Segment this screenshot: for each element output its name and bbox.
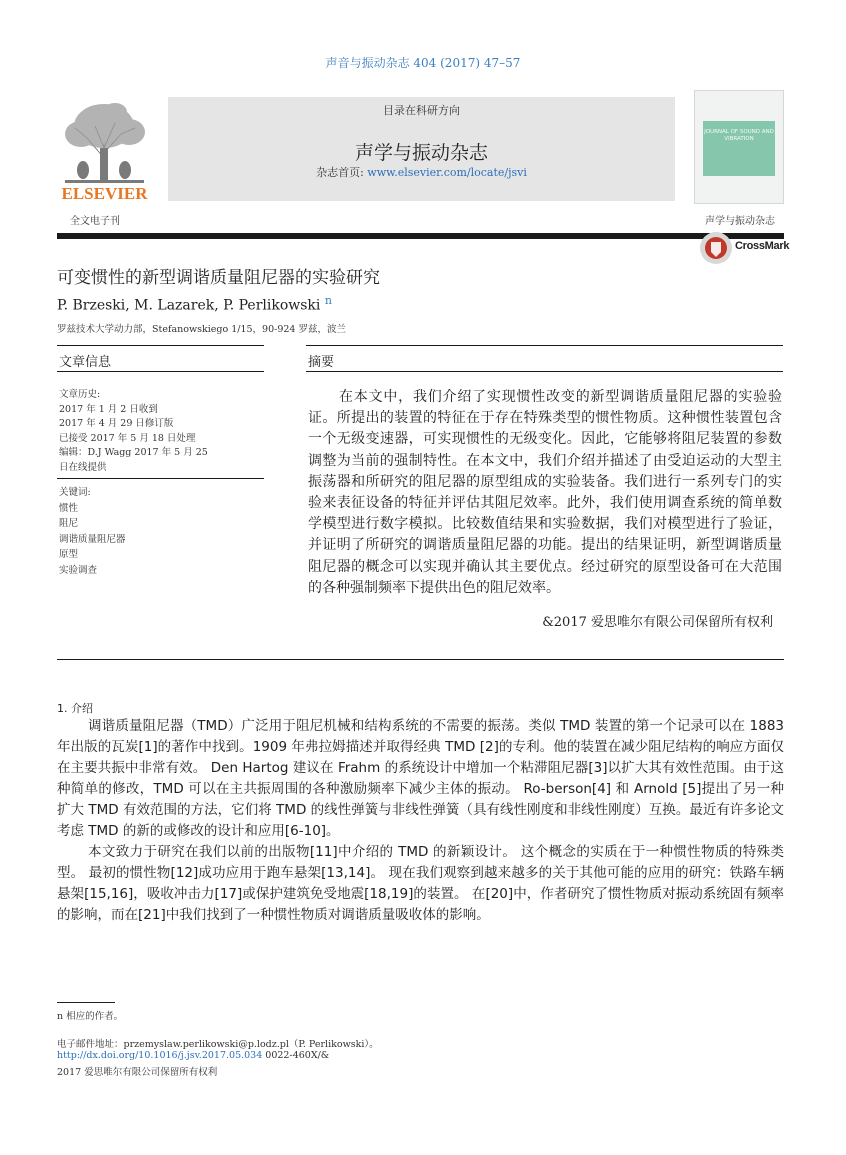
history-item: 已接受 2017 年 5 月 18 日处理 <box>59 432 196 444</box>
article-info-heading: 文章信息 <box>59 355 112 370</box>
keywords-block <box>59 485 126 578</box>
abstract-end-rule <box>57 659 784 660</box>
footnote-doi-line <box>57 1050 329 1061</box>
keywords-rule <box>57 478 264 479</box>
keyword: 实验调查 <box>59 564 98 576</box>
keywords-label: 关键词: <box>59 487 91 498</box>
abstract-bottom-rule <box>306 371 783 372</box>
history-item: 日在线提供 <box>59 461 107 473</box>
keyword: 惯性 <box>59 502 79 514</box>
journal-cover <box>694 90 784 204</box>
footnote-rule <box>57 1002 115 1003</box>
journal-title: 声学与振动杂志 <box>354 142 488 164</box>
doi-link[interactable]: http://dx.doi.org/10.1016/j.jsv.2017.05.034 <box>57 1050 263 1061</box>
paper-title: 可变惯性的新型调谐质量阻尼器的实验研究 <box>57 268 380 288</box>
abstract-heading: 摘要 <box>308 355 335 370</box>
elsevier-tree-icon <box>57 98 152 202</box>
keyword: 调谐质量阻尼器 <box>59 533 126 545</box>
homepage-link[interactable]: www.elsevier.com/locate/jsvi <box>367 166 527 179</box>
footnote-copyright: 2017 爱思唯尔有限公司保留所有权利 <box>57 1067 218 1078</box>
authors-text: P. Brzeski, M. Lazarek, P. Perlikowski <box>57 297 321 314</box>
footnote-corresponding: n 相应的作者。 <box>57 1011 124 1022</box>
journal-reference[interactable]: 声音与振动杂志 404 (2017) 47–57 <box>325 56 521 70</box>
author-list <box>57 294 332 314</box>
cover-title: JOURNAL OF SOUND AND VIBRATION <box>704 129 774 142</box>
footnote-email: 电子邮件地址：przemyslaw.perlikowski@p.lodz.pl（P. Perlikowski）。 <box>57 1039 379 1050</box>
abstract-text: 在本文中，我们介绍了实现惯性改变的新型调谐质量阻尼器的实验验证。所提出的装置的特征在于存在特殊类型的惯性物质。这种惯性装置包含一个无级变速器，可实现惯性的无级变化。因此，它能够将阻尼装置的参数调整为当前的强制特性。在本文中，我们介绍并描述了由受迫运动的大型主振荡器和所研究的阻尼器的原型组成的实验装备。我们进行一系列专门的实验来表征设备的特征并评估其阻尼效率。此外，我们使用调查系统的简单数学模型进行数字模拟。比较数值结果和实验数据，我们对模型进行了验证，并证明了所研究的调谐质量阻尼器的功能。提出的结果证明，新型调谐质量阻尼器的概念可以实现并确认其主要优点。经过研究的原型设备可在大范围的各种强制频率下提供出色的阻尼效率。 <box>308 389 782 596</box>
section-heading-introduction: 1. 介绍 <box>57 702 93 715</box>
abstract-body <box>308 387 782 599</box>
paragraph: 本文致力于研究在我们以前的出版物[11]中介绍的 TMD 的新颖设计。 这个概念的实质在于一种惯性物质的特殊类型。 最初的惯性物[12]成功应用于跑车悬架[13,14]。 现在我们观察到越来越多的关于其他可能的应用的研究：铁路车辆悬架[15,16]，吸收冲击力[17]或保护建筑免受地震[18,19]的装置。 在[20]中，作者研究了惯性物质对振动系统固有频率的影响，而在[21]中我们找到了一种惯性物质对调谐质量吸收体的影响。 <box>57 844 784 923</box>
affiliation: 罗兹技术大学动力部，Stefanowskiego 1/15，90-924 罗兹，波兰 <box>57 324 346 335</box>
contents-line: 目录在科研方向 <box>383 104 460 117</box>
abstract-copyright: &2017 爱思唯尔有限公司保留所有权利 <box>542 615 773 630</box>
full-text-label: 全文电子刊 <box>70 216 120 227</box>
journal-homepage <box>168 164 675 180</box>
history-item: 2017 年 4 月 29 日修订版 <box>59 418 174 429</box>
abstract-top-rule <box>306 345 783 346</box>
crossmark-label[interactable]: CrossMark <box>735 240 790 252</box>
paragraph: 调谐质量阻尼器（TMD）广泛用于阻尼机械和结构系统的不需要的振荡。类似 TMD 装置的第一个记录可以在 1883 年出版的瓦炭[1]的著作中找到。1909 年弗拉姆描述并取得经典 TMD [2]的专利。他的装置在减少阻尼结构的响应方面仅在主要共振中非常有效。 Den Hartog 建议在 Frahm 的系统设计中增加一个粘滞阻尼器[3]以扩大其有效性范围。由于这种简单的修改，TMD 可以在主共振周围的各种激励频率下减少主体的振动。 Ro-berson[4] 和 Arnold [5]提出了另一种扩大 TMD 有效范围的方法，它们将 TMD 的线性弹簧与非线性弹簧（具有线性刚度和非线性刚度）互换。最近有许多论文考虑 TMD 的新的或修改的设计和应用[6-10]。 <box>57 718 784 839</box>
elsevier-logo <box>57 98 152 202</box>
introduction-body <box>57 716 784 926</box>
article-info-top-rule <box>57 345 264 346</box>
history-item: 2017 年 1 月 2 日收到 <box>59 403 158 415</box>
issn: 0022-460X/& <box>262 1050 330 1061</box>
homepage-label: 杂志首页: <box>316 166 368 179</box>
corresponding-author-mark[interactable]: n <box>324 294 332 307</box>
keyword: 阻尼 <box>59 518 79 529</box>
article-history <box>59 388 208 475</box>
crossmark-icon <box>698 230 734 266</box>
header-rule <box>57 233 784 239</box>
keyword: 原型 <box>59 549 79 560</box>
history-item: 编辑：D.J Wagg 2017 年 5 月 25 <box>59 447 208 458</box>
article-info-bottom-rule <box>57 371 264 372</box>
cover-caption: 声学与振动杂志 <box>705 216 775 227</box>
cover-panel <box>703 121 775 176</box>
elsevier-wordmark: ELSEVIER <box>61 184 148 202</box>
history-label: 文章历史: <box>59 389 101 400</box>
